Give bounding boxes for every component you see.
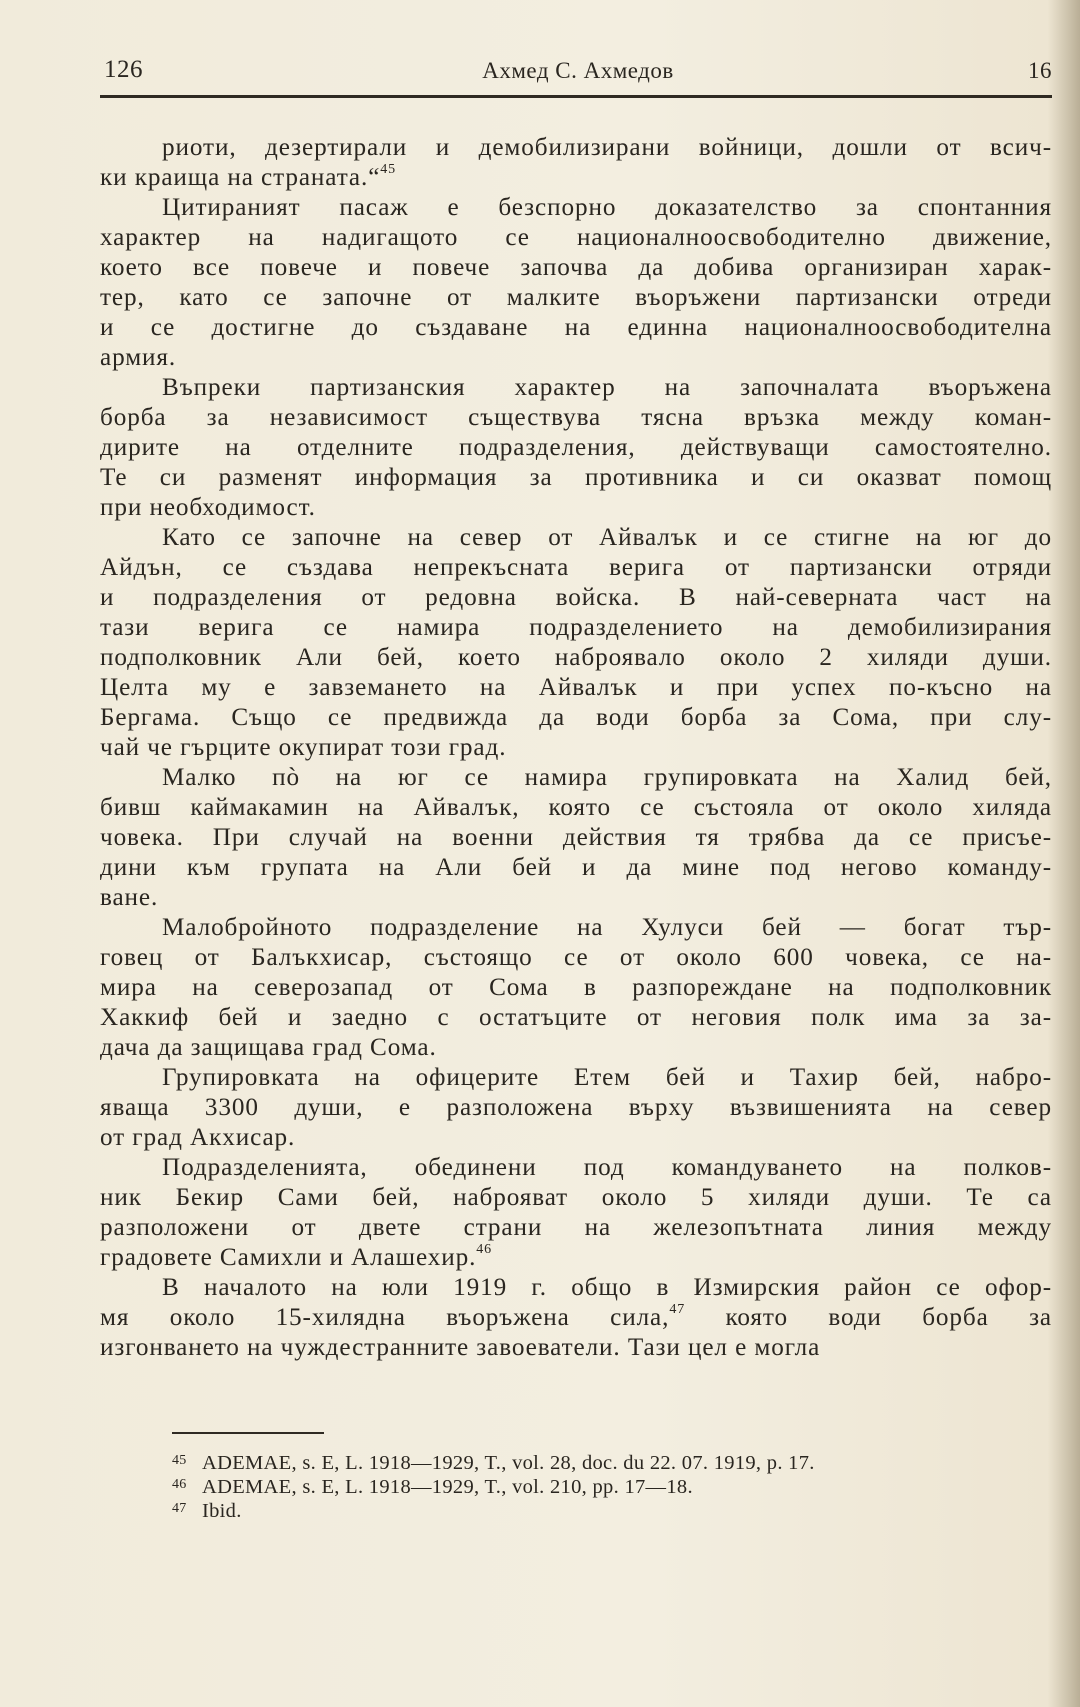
paragraph [100, 763, 1052, 913]
text-line: характер на надигащото се националноосвободително движение, [100, 224, 1052, 251]
text-line: Малко пò на юг се намира групировката на Халид бей, [162, 764, 1052, 791]
footnote-text: Ibid. [202, 1500, 242, 1522]
text-line: Като се започне на север от Айвалък и се стигне на юг до [162, 524, 1052, 551]
footnote-marker[interactable]: 46 [476, 1241, 493, 1257]
signature-mark: 16 [1028, 58, 1052, 83]
text-line: и се достигне до създаване на единна националноосвободителна [100, 314, 1052, 341]
text-line: подполковник Али бей, което наброявало около 2 хиляди души. [100, 644, 1052, 671]
text-line: Подразделенията, обединени под командуването на полков- [162, 1154, 1052, 1181]
paragraph [100, 913, 1052, 1063]
text-line: Въпреки партизанския характер на започналата въоръжена [162, 374, 1052, 401]
text-line: Те си разменят информация за противника и си оказват помощ [100, 464, 1052, 491]
paragraph [100, 133, 1052, 193]
text-line: Цитираният пасаж е безспорно доказателство за спонтанния [162, 194, 1052, 221]
text-line: Хаккиф бей и заедно с остатъците от неговия полк има за за- [100, 1004, 1052, 1031]
text-line: яваща 3300 души, е разположена върху възвишенията на север [100, 1094, 1052, 1121]
page-number: 126 [104, 56, 143, 83]
text-line: говец от Балъкхисар, състоящо се от около 600 човека, се на- [100, 944, 1052, 971]
running-title-author: Ахмед С. Ахмедов [482, 58, 674, 83]
text-line: градовете Самихли и Алашехир.$^{46}$ [100, 1241, 493, 1271]
text-line: дини към групата на Али бей и да мине под негово команду- [100, 854, 1052, 881]
text-line: тер, като се започне от малките въоръжени партизански отреди [100, 284, 1052, 311]
text-line: армия. [100, 344, 177, 371]
text-line: човека. При случай на военни действия тя трябва да се присъе- [100, 824, 1052, 851]
paragraph [100, 193, 1052, 373]
text-line: ки краища на страната.“$^{45}$ [100, 161, 397, 191]
running-header [104, 52, 1052, 92]
header-rule [100, 95, 1052, 98]
text-line: бивш каймакамин на Айвалък, която се състояла от около хиляда [100, 794, 1052, 821]
text-line: ване. [100, 884, 159, 911]
footnote [172, 1473, 1052, 1497]
footnote-number: 45 [172, 1453, 187, 1468]
body-text [100, 133, 1052, 1363]
paragraph [100, 373, 1052, 523]
text-line: дирите на отделните подразделения, действуващи самостоятелно. [100, 434, 1052, 461]
text-line: ник Бекир Сами бей, наброяват около 5 хиляди души. Те са [100, 1184, 1052, 1211]
text-line: мира на северозапад от Сома в разпореждане на подполковник [100, 974, 1052, 1001]
footnote-marker[interactable]: 45 [380, 161, 397, 177]
text-line: изгонването на чуждестранните завоеватели. Тази цел е могла [100, 1334, 821, 1361]
text-line: чай че гърците окупират този град. [100, 734, 507, 761]
footnote-number: 46 [172, 1477, 187, 1492]
text-line: Бергама. Също се предвижда да води борба за Сома, при слу- [100, 704, 1052, 731]
text-line: риоти, дезертирали и демобилизирани войници, дошли от всич- [162, 134, 1052, 161]
text-line: от град Акхисар. [100, 1124, 296, 1151]
paragraph [100, 1153, 1052, 1273]
text-line: В началото на юли 1919 г. общо в Измирския район се офор- [162, 1274, 1052, 1301]
text-line: Групировката на офицерите Етем бей и Тахир бей, набро- [162, 1064, 1052, 1091]
text-line: и подразделения от редовна войска. В най-северната част на [100, 584, 1052, 611]
paragraph [100, 1063, 1052, 1153]
text-line: борба за независимост съществува тясна връзка между коман- [100, 404, 1052, 431]
paragraph [100, 523, 1052, 763]
footnotes [172, 1431, 1052, 1521]
footnote-number: 47 [172, 1501, 187, 1516]
text-line: тази верига се намира подразделението на демобилизирания [100, 614, 1052, 641]
footnote [172, 1497, 1052, 1521]
footnote [172, 1449, 1052, 1473]
text-line: Целта му е завземането на Айвалък и при успех по-късно на [100, 674, 1052, 701]
footnote-text: ADEMAE, s. E, L. 1918—1929, T., vol. 28, doc. du 22. 07. 1919, p. 17. [202, 1452, 815, 1474]
text-line: разположени от двете страни на железопътната линия между [100, 1214, 1052, 1241]
text-line: при необходимост. [100, 494, 316, 521]
paragraph [100, 1273, 1052, 1363]
text-line: дача да защищава град Сома. [100, 1034, 437, 1061]
text-line: Малобройното подразделение на Хулуси бей — богат тър- [162, 914, 1052, 941]
text-line: което все повече и повече започва да добива организиран харак- [100, 254, 1052, 281]
text-line: мя около 15-хилядна въоръжена сила,$^{47}$ която води борба за [100, 1301, 1053, 1331]
footnote-text: ADEMAE, s. E, L. 1918—1929, T., vol. 210, pp. 17—18. [202, 1476, 693, 1498]
text-line: Айдън, се създава непрекъсната верига от партизански отряди [100, 554, 1052, 581]
footnote-marker[interactable]: 47 [669, 1301, 686, 1317]
